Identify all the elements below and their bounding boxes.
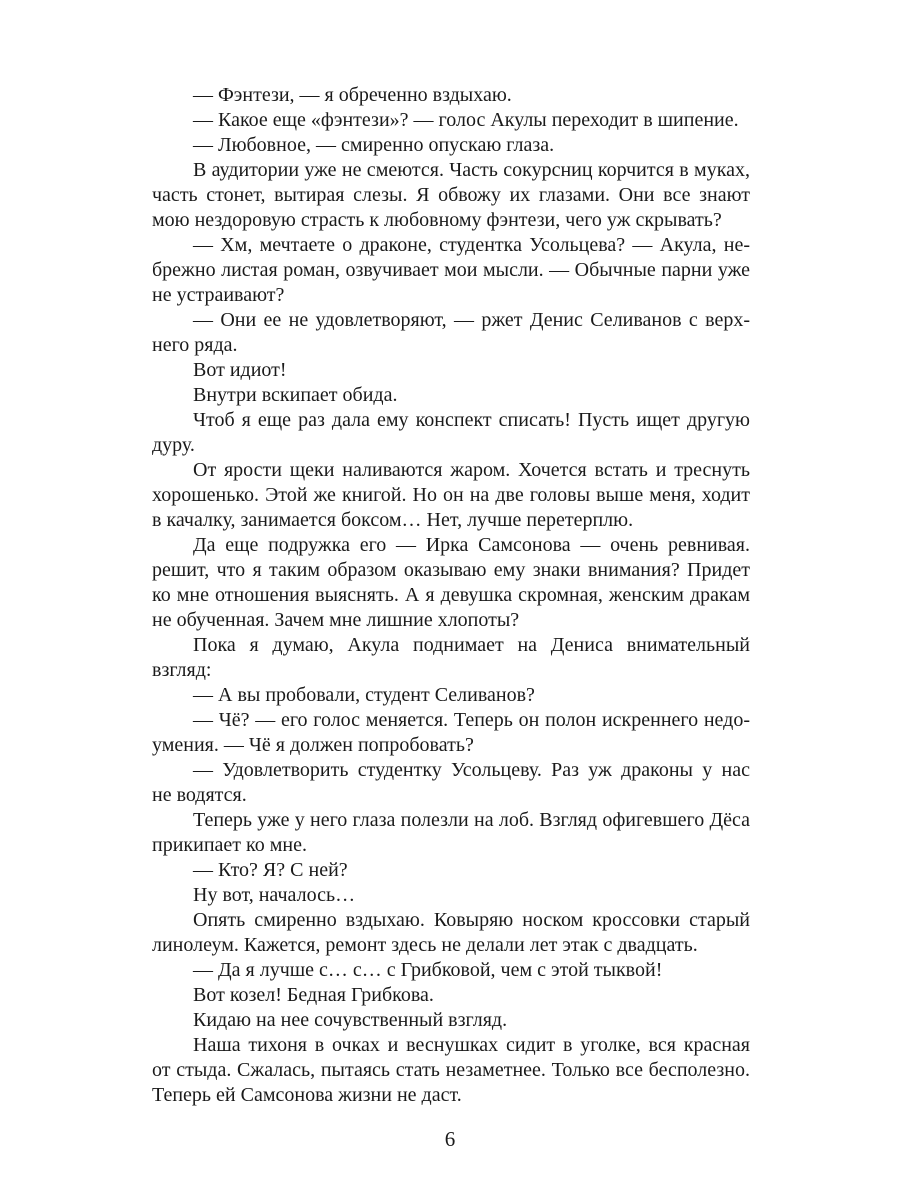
text-line: брежно листая роман, озвучивает мои мысли. — Обычные парни уже <box>152 259 750 281</box>
paragraph <box>152 758 750 808</box>
text-line: Теперь ей Самсонова жизни не даст. <box>152 1084 462 1106</box>
text-line: От ярости щеки наливаются жаром. Хочется встать и треснуть <box>193 459 750 481</box>
text-line: Внутри вскипает обида. <box>193 384 398 406</box>
text-line: взгляд: <box>152 659 212 681</box>
text-line: Ну вот, началось… <box>193 884 356 906</box>
text-line: не водятся. <box>152 784 247 806</box>
paragraph <box>152 458 750 533</box>
text-line: Теперь уже у него глаза полезли на лоб. Взгляд офигевшего Дёса <box>193 809 750 831</box>
paragraph <box>152 633 750 683</box>
text-line: Наша тихоня в очках и веснушках сидит в уголке, вся красная <box>193 1034 750 1056</box>
text-line: — Да я лучше с… с… с Грибковой, чем с этой тыквой! <box>193 959 663 981</box>
text-line: умения. — Чё я должен попробовать? <box>152 734 474 756</box>
paragraph <box>152 233 750 308</box>
text-line: — А вы пробовали, студент Селиванов? <box>193 684 535 706</box>
text-line: — Фэнтези, — я обреченно вздыхаю. <box>193 84 512 106</box>
text-line: хорошенько. Этой же книгой. Но он на две головы выше меня, ходит <box>152 484 750 506</box>
text-line: дуру. <box>152 434 195 456</box>
paragraph <box>152 83 750 108</box>
text-line: не обученная. Зачем мне лишние хлопоты? <box>152 609 520 631</box>
paragraph <box>152 808 750 858</box>
paragraph <box>152 958 750 983</box>
text-line: В аудитории уже не смеются. Часть сокурсниц корчится в муках, <box>193 159 750 181</box>
text-line: — Хм, мечтаете о драконе, студентка Усольцева? — Акула, не- <box>193 234 750 256</box>
paragraph <box>152 383 750 408</box>
text-line: — Кто? Я? С ней? <box>193 859 348 881</box>
paragraph <box>152 158 750 233</box>
paragraph <box>152 1033 750 1108</box>
text-line: Пока я думаю, Акула поднимает на Дениса внимательный <box>193 634 750 656</box>
paragraph <box>152 358 750 383</box>
paragraph <box>152 983 750 1008</box>
paragraph <box>152 908 750 958</box>
text-line: прикипает ко мне. <box>152 834 307 856</box>
paragraph <box>152 408 750 458</box>
text-line: Вот козел! Бедная Грибкова. <box>193 984 434 1006</box>
paragraph <box>152 133 750 158</box>
text-line: в качалку, занимается боксом… Нет, лучше перетерплю. <box>152 509 634 531</box>
text-line: — Удовлетворить студентку Усольцеву. Раз уж драконы у нас <box>193 759 750 781</box>
text-line: — Любовное, — смиренно опускаю глаза. <box>193 134 555 156</box>
paragraph <box>152 708 750 758</box>
page-body-text <box>152 83 750 1108</box>
text-line: мою нездоровую страсть к любовному фэнтези, чего уж скрывать? <box>152 209 722 231</box>
text-line: Да еще подружка его — Ирка Самсонова — очень ревнивая. <box>193 534 750 556</box>
paragraph <box>152 308 750 358</box>
text-line: — Чё? — его голос меняется. Теперь он полон искреннего недо- <box>193 709 750 731</box>
text-line: Вот идиот! <box>193 359 287 381</box>
paragraph <box>152 858 750 883</box>
text-line: решит, что я таким образом оказываю ему знаки внимания? Придет <box>152 559 750 581</box>
text-line: него ряда. <box>152 334 238 356</box>
paragraph <box>152 108 750 133</box>
text-line: часть стонет, вытирая слезы. Я обвожу их глазами. Они все знают <box>152 184 750 206</box>
text-line: не устраивают? <box>152 284 285 306</box>
page-number: 6 <box>444 1127 456 1151</box>
text-line: Кидаю на нее сочувственный взгляд. <box>193 1009 508 1031</box>
text-line: Чтоб я еще раз дала ему конспект списать! Пусть ищет другую <box>193 409 750 431</box>
paragraph <box>152 1008 750 1033</box>
text-line: ко мне отношения выяснять. А я девушка скромная, женским дракам <box>152 584 750 606</box>
text-line: — Какое еще «фэнтези»? — голос Акулы переходит в шипение. <box>193 109 739 131</box>
text-line: Опять смиренно вздыхаю. Ковыряю носком кроссовки старый <box>193 909 750 931</box>
paragraph <box>152 683 750 708</box>
paragraph <box>152 533 750 633</box>
text-line: линолеум. Кажется, ремонт здесь не делали лет этак с двадцать. <box>152 934 698 956</box>
text-line: — Они ее не удовлетворяют, — ржет Денис Селиванов с верх- <box>193 309 750 331</box>
text-line: от стыда. Сжалась, пытаясь стать незаметнее. Только все бесполезно. <box>152 1059 750 1081</box>
paragraph <box>152 883 750 908</box>
